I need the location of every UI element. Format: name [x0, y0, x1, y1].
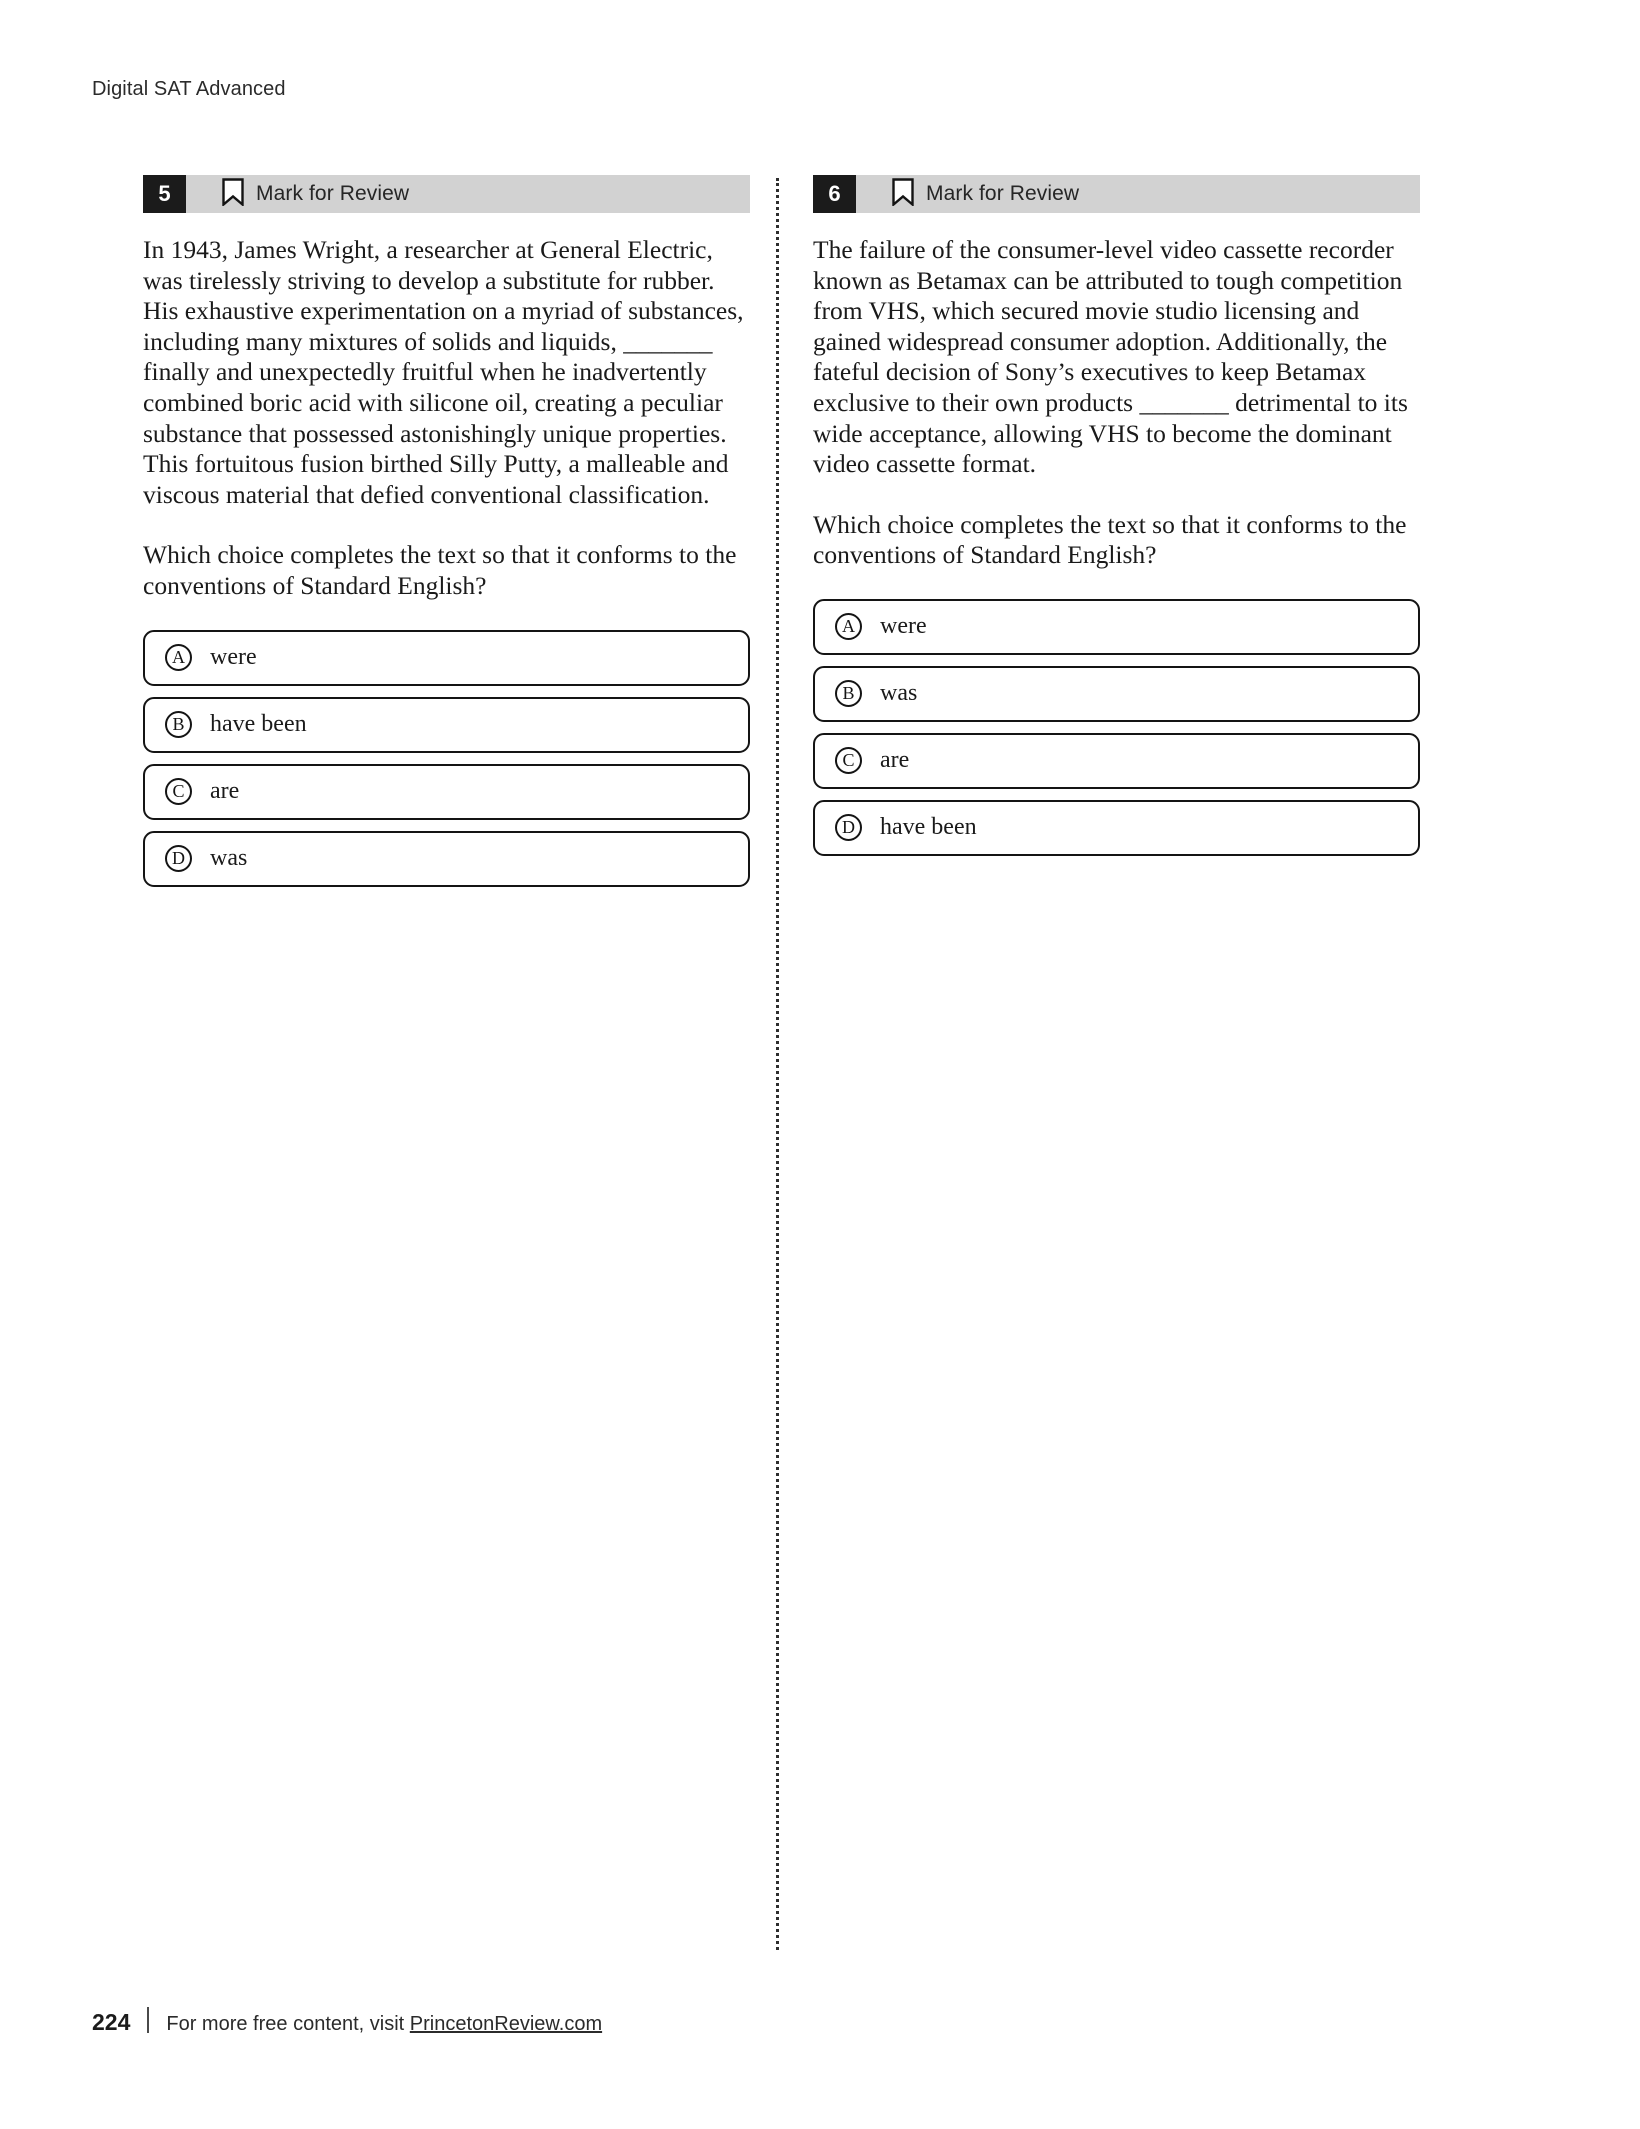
question-number-5: 5	[143, 175, 186, 213]
footer-text-label: For more free content, visit	[166, 2013, 410, 2035]
passage-text-5	[143, 235, 750, 510]
passage-paragraph-6: The failure of the consumer-level video cassette recorder known as Betamax can be attributed to tough competition from VHS, which secured movie studio licensing and gained widespread consumer adoption. Additionally, the fateful decision of Sony’s executives to keep Betamax exclusive to their own products _______ detrimental to its wide acceptance, allowing VHS to become the dominant video cassette format.	[813, 235, 1408, 479]
choice-letter-d: D	[835, 814, 862, 841]
choice-letter-b: B	[835, 680, 862, 707]
page-footer	[92, 2004, 602, 2036]
answer-choice-5-c[interactable]	[143, 764, 750, 820]
question-header-5	[143, 175, 750, 213]
choice-letter-c: C	[165, 778, 192, 805]
question-block-6	[813, 175, 1420, 867]
choice-letter-b: B	[165, 711, 192, 738]
question-number-6: 6	[813, 175, 856, 213]
answer-choice-5-d[interactable]	[143, 831, 750, 887]
choice-text-a: were	[880, 613, 927, 640]
running-head: Digital SAT Advanced	[92, 78, 286, 100]
answer-choice-5-b[interactable]	[143, 697, 750, 753]
mark-for-review-label-6[interactable]: Mark for Review	[926, 182, 1080, 205]
choice-text-a: were	[210, 644, 257, 671]
choice-text-c: are	[880, 747, 910, 774]
column-divider	[776, 178, 779, 1950]
answer-choice-5-a[interactable]	[143, 630, 750, 686]
choice-letter-c: C	[835, 747, 862, 774]
answer-choice-6-c[interactable]	[813, 733, 1420, 789]
passage-paragraph-5: In 1943, James Wright, a researcher at General Electric, was tirelessly striving to develop a substitute for rubber. His exhaustive experimentation on a myriad of substances, including many mixtures of solids and liquids, _______ finally and unexpectedly fruitful when he inadvertently combined boric acid with silicone oil, creating a peculiar substance that possessed astonishingly unique properties. This fortuitous fusion birthed Silly Putty, a malleable and viscous material that defied conventional classification.	[143, 235, 744, 509]
choice-text-c: are	[210, 778, 240, 805]
answer-choice-6-b[interactable]	[813, 666, 1420, 722]
choice-text-d: have been	[880, 814, 977, 841]
answer-choice-6-d[interactable]	[813, 800, 1420, 856]
question-block-5	[143, 175, 750, 898]
bookmark-icon[interactable]	[892, 178, 914, 211]
footer-link[interactable]: PrincetonReview.com	[409, 2013, 603, 2035]
choice-text-d: was	[210, 845, 248, 872]
answer-choices-5	[143, 630, 750, 887]
footer-text	[166, 2013, 602, 2036]
footer-page-number: 224	[92, 2009, 131, 2035]
choice-letter-a: A	[835, 613, 862, 640]
question-prompt-6: Which choice completes the text so that it conforms to the conventions of Standard English?	[813, 509, 1407, 570]
question-prompt-5: Which choice completes the text so that it conforms to the conventions of Standard English?	[143, 540, 737, 600]
answer-choices-6	[813, 599, 1420, 856]
choice-text-b: have been	[210, 711, 307, 738]
choice-letter-a: A	[165, 644, 192, 671]
question-header-6	[813, 175, 1420, 213]
choice-letter-d: D	[165, 845, 192, 872]
footer-divider	[147, 2007, 149, 2033]
passage-text-6	[813, 235, 1420, 480]
answer-choice-6-a[interactable]	[813, 599, 1420, 655]
choice-text-b: was	[880, 680, 918, 707]
bookmark-icon[interactable]	[222, 178, 244, 211]
mark-for-review-label-5[interactable]: Mark for Review	[256, 182, 410, 205]
